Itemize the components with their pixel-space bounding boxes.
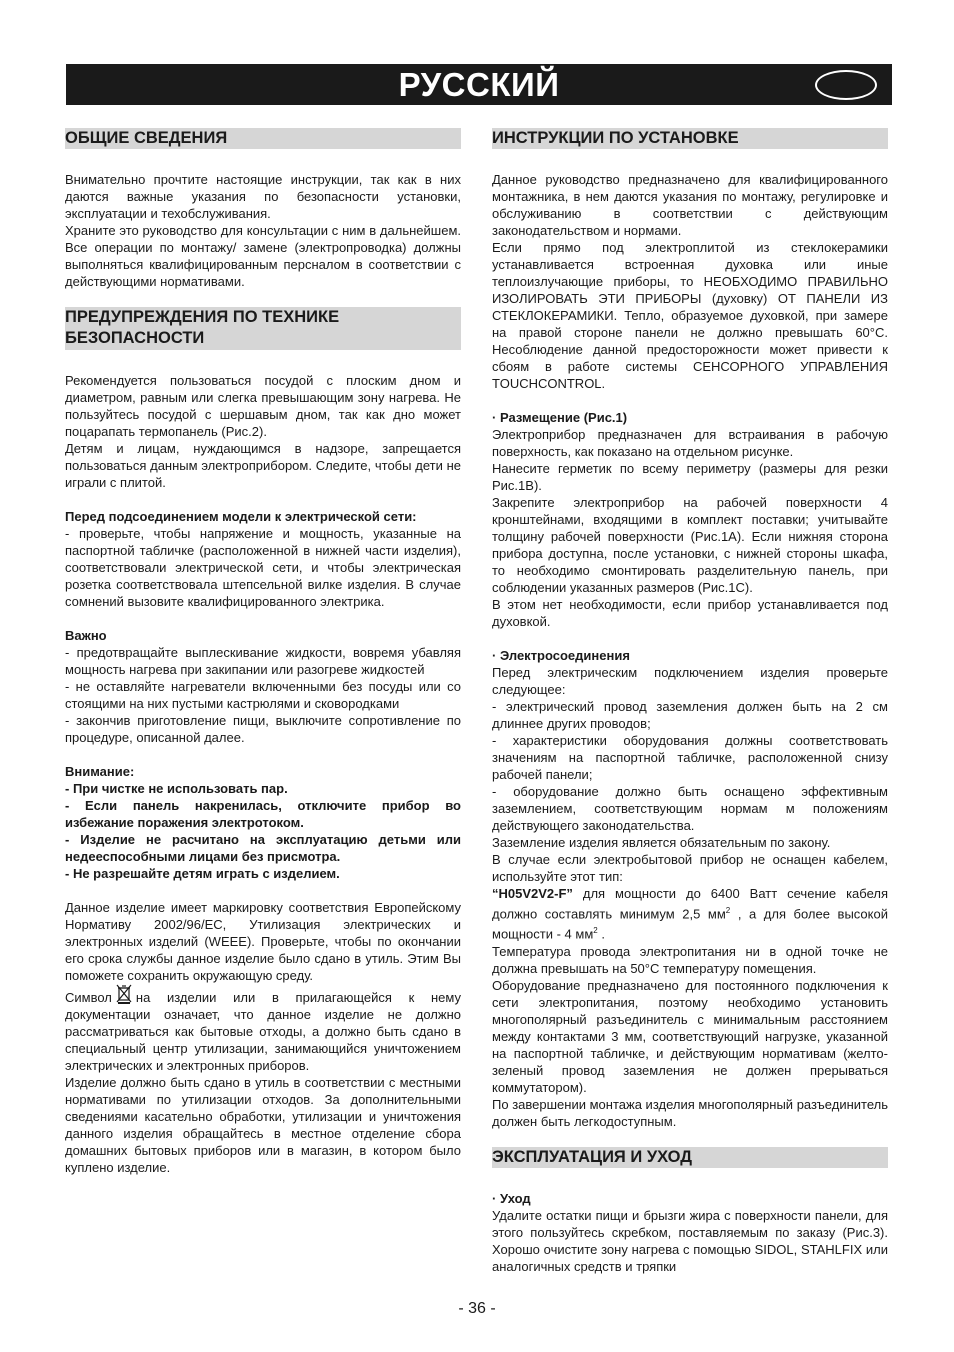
cable-type: “H05V2V2-F” — [492, 886, 573, 901]
paragraph: По завершении монтажа изделия многополярный разъединитель должен быть легкодоступным. — [492, 1096, 888, 1129]
paragraph: Рекомендуется пользоваться посудой с плоским дном и диаметром, равным или слегка превышающим зону нагрева. Не пользуйтесь посудой с шершавым дном, так как дно может поцарапать термопанель (Рис.2). — [65, 373, 461, 439]
paragraph-symbol — [65, 984, 461, 1074]
list-item: - предотвращайте выплескивание жидкости, вовремя убавляя мощность нагрева при закипании или разогреве жидкостей — [65, 645, 461, 677]
subheading-important: Важно — [65, 628, 107, 643]
paragraph: Данное руководство предназначено для квалифицированного монтажника, в нем даются указания по монтажу, регулировке и обслуживанию в соответствии с действующим законодательством и нормами. — [492, 172, 888, 238]
paragraph: Заземление изделия является обязательным по закону. — [492, 835, 831, 850]
subheading-electrical: · Электросоединения — [492, 648, 630, 663]
paragraph: В случае если электробытовой прибор не оснащен кабелем, используйте этот тип: — [492, 852, 888, 884]
paragraph: - проверьте, чтобы напряжение и мощность, указанные на паспортной табличке (расположенной в нижней части изделия), соответствовали электрической сети, и чтобы электрическая розетка соответствовала штепсельной вилке изделия. В случае сомнений вызовите квалифицированного электрика. — [65, 526, 461, 609]
list-item: - оборудование должно быть оснащено эффективным заземлением, соответствующим нормам м положениям действующего законодательства. — [492, 784, 888, 833]
paragraph: Электроприбор предназначен для встраивания в рабочую поверхность, как показано на отдельном рисунке. — [492, 427, 888, 459]
paragraph: Если прямо под электроплитой из стеклокерамики устанавливается встроенная духовка или иные теплоизлучающие приборы, то НЕОБХОДИМО ПРАВИЛЬНО ИЗОЛИРОВАТЬ ЭТИ ПРИБОРЫ (духовку) ОТ ПАНЕЛИ ИЗ СТЕКЛОКЕРАМИКИ. Тепло, образуемое духовкой, при замере на правой стороне панели не должно превышать 60°С. Несоблюдение данной предосторожности может привести к сбоям в работе системы СЕНСОРНОГО УПРАВЛЕНИЯ TOUCHCONTROL. — [492, 240, 888, 391]
page-number: - 36 - — [458, 1300, 496, 1317]
list-item: - электрический провод заземления должен быть на 2 см длиннее других проводов; — [492, 699, 888, 731]
list-item: - не оставляйте нагреватели включенными без посуды или со стоящими на них пустыми кастрюлями и сковородками — [65, 679, 461, 711]
paragraph: Внимательно прочтите настоящие инструкции, так как в них даются важные указания по безопасности установки, эксплуатации и техобслуживания. — [65, 172, 461, 221]
list-item: - Если панель накренилась, отключите прибор во избежание поражения электротоком. — [65, 798, 461, 830]
paragraph: В этом нет необходимости, если прибор устанавливается под духовкой. — [492, 597, 888, 629]
paragraph: Изделие должно быть сдано в утиль в соответствии с местными нормативами по утилизации отходов. За дополнительными сведениями касательно обработки, утилизации и уничтожения данного изделия обращайтесь в местное отделение сбора домашних бытовых приборов или в магазин, в котором было куплено изделие. — [65, 1075, 461, 1175]
subheading-before-connection: Перед подсоединением модели к электрической сети: — [65, 509, 417, 524]
superscript: 2 — [725, 906, 731, 915]
section-heading-care: ЭКСПЛУАТАЦИЯ И УХОД — [492, 1147, 888, 1168]
paragraph: Перед электрическим подключением изделия проверьте следующее: — [492, 665, 888, 697]
section-heading-safety: ПРЕДУПРЕЖДЕНИЯ ПО ТЕХНИКЕ БЕЗОПАСНОСТИ — [65, 307, 461, 350]
subheading-placement: · Размещение (Рис.1) — [492, 410, 628, 425]
language-banner — [66, 64, 892, 105]
section-heading-general: ОБЩИЕ СВЕДЕНИЯ — [65, 128, 461, 149]
list-item: - Не разрешайте детям играть с изделием. — [65, 866, 340, 881]
section-heading-install: ИНСТРУКЦИИ ПО УСТАНОВКЕ — [492, 128, 888, 149]
paragraph: Храните это руководство для консультации с ним в дальнейшем. Все операции по монтажу/ замене (электропроводка) должны выполняться квалифицированным персналом в соответствии с действующими нормативами. — [65, 223, 461, 289]
cable-text-2: , а для более высокой мощности - 4 мм — [492, 906, 888, 942]
superscript: 2 — [593, 926, 598, 936]
subheading-attention: Внимание: — [65, 764, 135, 779]
symbol-description: на изделии или в прилагающейся к нему документации означает, что данное изделие не должно рассматриваться как бытовые отходы, а должно быть сдано в специальный центр утилизации, занимающийся уничтожением электрических и электронных приборов. — [65, 990, 461, 1073]
paragraph: Данное изделие имеет маркировку соответствия Европейскому Нормативу 2002/96/ЕС, Утилизация электрических и электронных изделий (WEEE). Проверьте, чтобы по окончании его срока службы данное изделие было сдано в утиль. Этим Вы поможете сохранить окружающую среду. — [65, 900, 461, 983]
paragraph: Оборудование предназначено для постоянного подключения к сети электропитания, поэтому необходимо установить многополярный разъединитель с минимальным расстоянием между контактами 3 мм, соответствующий нагрузке, указанной на паспортной табличке, и действующим нормативам (желто-зеленый провод заземления не должен прерываться коммутатором). — [492, 977, 888, 1095]
paragraph: Температура провода электропитания ни в одной точке не должна превышать на 50°С температуру помещения. — [492, 943, 888, 976]
paragraph: Закрепите электроприбор на рабочей поверхности 4 кронштейнами, входящими в комплект поставки; учитывайте толщину рабочей поверхности (Рис.1A). Если нижняя сторона прибора доступна, после установки, с нижней стороны шкафа, то необходимо смонтировать разделительную панель, при соблюдении указанных размеров (Рис.1C). — [492, 495, 888, 595]
language-badge-oval — [815, 70, 877, 100]
paragraph-cable — [492, 885, 888, 943]
paragraph: Детям и лицам, нуждающимся в надзоре, запрещается пользоваться данным электроприбором. Следите, чтобы дети не играли с плитой. — [65, 441, 461, 490]
symbol-prefix: Символ — [65, 990, 112, 1005]
subheading-care: · Уход — [492, 1190, 531, 1206]
cable-text-1: для мощности до 6400 Ватт сечение кабеля должно составлять минимум 2,5 мм — [492, 886, 888, 922]
right-column — [492, 128, 888, 1275]
list-item: - При чистке не использовать пар. — [65, 781, 288, 796]
banner-title: РУССКИЙ — [398, 66, 560, 103]
list-item: - Изделие не расчитано на эксплуатацию детьми или недееспособными лицами без присмотра. — [65, 832, 461, 864]
left-column — [65, 128, 461, 1176]
list-item: - закончив приготовление пищи, выключите сопротивление по процедуре, описанной далее. — [65, 713, 461, 745]
crossed-bin-icon — [116, 984, 132, 1004]
list-item: - характеристики оборудования должны соответствовать значениям на паспортной табличке, расположенной снизу рабочей панели; — [492, 733, 888, 782]
paragraph: Удалите остатки пищи и брызги жира с поверхности панели, для этого пользуйтесь скребком, поставляемым по заказу (Рис.3). Хорошо очистите зону нагрева с помощью SIDOL, STAHLFIX или аналогичных средств и тряпки — [492, 1207, 888, 1274]
cable-text-3: . — [601, 926, 605, 942]
paragraph: Нанесите герметик по всему периметру (размеры для резки Рис.1B). — [492, 461, 888, 493]
